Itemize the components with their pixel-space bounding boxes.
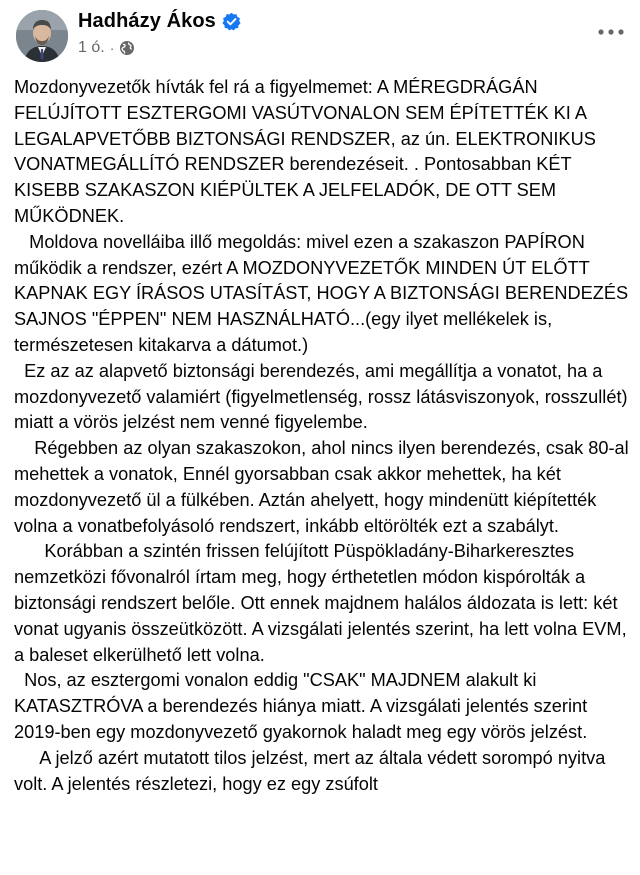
profile-photo-icon xyxy=(16,10,68,62)
post-paragraph: Mozdonyvezetők hívták fel rá a figyelmemet: A MÉREGDRÁGÁN FELÚJÍTOTT ESZTERGOMI VASÚTVONALON SEM ÉPÍTETTÉK KI A LEGALAPVETŐBB BIZTONSÁGI RENDSZER, az ún. ELEKTRONIKUS VONATMEGÁLLÍTÓ RENDSZER berendezéseit. . Pontosabban KÉT KISEBB SZAKASZON KIÉPÜLTEK A JELFELADÓK, DE OTT SEM MŰKÖDNEK. xyxy=(14,77,601,226)
post-meta xyxy=(78,39,135,57)
author-line xyxy=(78,10,241,33)
author-name[interactable]: Hadházy Ákos xyxy=(78,10,216,32)
post-paragraph: Moldova novelláiba illő megoldás: mivel ezen a szakaszon PAPÍRON működik a rendszer, ezért A MOZDONYVEZETŐK MINDEN ÚT ELŐTT KAPNAK EGY ÍRÁSOS UTASÍTÁST, HOGY A BIZTONSÁGI BERENDEZÉS SAJNOS "ÉPPEN" NEM HASZNÁLHATÓ...(egy ilyet mellékelek is, természetesen kitakarva a dátumot.) xyxy=(14,231,634,355)
more-options-icon xyxy=(598,29,624,35)
post-header xyxy=(0,0,640,70)
more-options-button[interactable] xyxy=(596,20,626,44)
author-avatar[interactable] xyxy=(16,10,68,62)
post-timestamp[interactable]: 1 ó. xyxy=(78,39,105,56)
post-text xyxy=(14,75,632,797)
verified-badge-icon xyxy=(222,12,241,31)
post-paragraph: A jelző azért mutatott tilos jelzést, mert az általa védett sorompó nyitva volt. A jelentés részletezi, hogy ez egy zsúfolt xyxy=(14,747,611,794)
post-paragraph: Ez az az alapvető biztonsági berendezés, ami megállítja a vonatot, ha a mozdonyvezető valamiért (figyelmetlenség, rossz látásviszonyok, rosszullét) miatt a vörös jelzést nem venné figyelembe. xyxy=(14,360,633,433)
post-paragraph: Régebben az olyan szakaszokon, ahol nincs ilyen berendezés, csak 80-al mehettek a vonatok, Ennél gyorsabban csak akkor mehettek, ha két mozdonyvezető ül a fülkében. Aztán ahelyett, hogy mindenütt kiépítették volna a vonatbefolyásoló rendszert, inkább eltörölték ezt a szabályt. xyxy=(14,438,634,536)
globe-icon xyxy=(119,40,135,56)
post-paragraph: Nos, az esztergomi vonalon eddig "CSAK" MAJDNEM alakult ki KATASZTRÓVA a berendezés hiánya miatt. A vizsgálati jelentés szerint 2019-ben egy mozdonyvezető gyakornok haladt meg egy vörös jelzést. xyxy=(14,670,593,742)
meta-separator: · xyxy=(109,40,115,56)
post-paragraph: Korábban a szintén frissen felújított Püspökladány-Biharkeresztes nemzetközi fővonalról írtam meg, hogy érthetetlen módon kispórolták a biztonsági rendszert belőle. Ott ennek majdnem halálos áldozata is lett: két vonat ugyanis összeütközött. A vizsgálati jelentés szerint, ha lett volna EVM, a baleset elkerülhető lett volna. xyxy=(14,541,632,665)
